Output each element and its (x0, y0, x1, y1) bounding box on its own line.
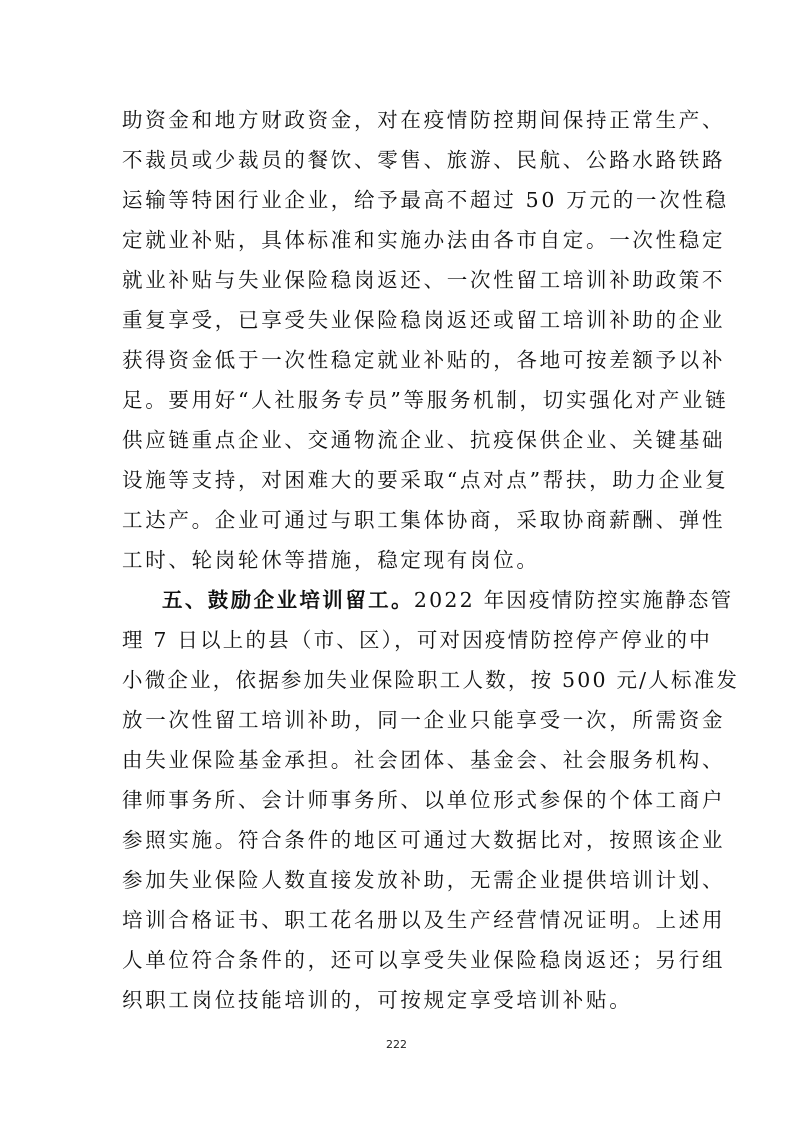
page-number: 222 (386, 1038, 407, 1051)
text-line: 放一次性留工培训补助，同一企业只能享受一次，所需资金 (122, 708, 726, 732)
section-heading: 五、鼓励企业培训留工。 (162, 588, 414, 612)
text-line: 培训合格证书、职工花名册以及生产经营情况证明。上述用 (122, 908, 726, 932)
text-line: 获得资金低于一次性稳定就业补贴的，各地可按差额予以补 (122, 348, 726, 372)
text-line: 供应链重点企业、交通物流企业、抗疫保供企业、关键基础 (122, 428, 726, 452)
text-line: 小微企业，依据参加失业保险职工人数，按 500 元/人标准发 (122, 668, 740, 692)
text-line: 运输等特困行业企业，给予最高不超过 50 万元的一次性稳 (122, 188, 729, 212)
text-line: 由失业保险基金承担。社会团体、基金会、社会服务机构、 (122, 748, 726, 772)
heading-line (122, 580, 734, 620)
text-line: 就业补贴与失业保险稳岗返还、一次性留工培训补助政策不 (122, 268, 726, 292)
text-line: 工时、轮岗轮休等措施，稳定现有岗位。 (122, 548, 540, 572)
text-fragment: 2022 年因疫情防控实施静态管 (413, 588, 734, 612)
text-line: 定就业补贴，具体标准和实施办法由各市自定。一次性稳定 (122, 228, 726, 252)
text-line: 律师事务所、会计师事务所、以单位形式参保的个体工商户 (122, 788, 726, 812)
text-line: 足。要用好“人社服务专员”等服务机制，切实强化对产业链 (122, 388, 729, 412)
text-line: 重复享受，已享受失业保险稳岗返还或留工培训补助的企业 (122, 308, 726, 332)
text-line: 人单位符合条件的，还可以享受失业保险稳岗返还；另行组 (122, 948, 726, 972)
text-line: 参加失业保险人数直接发放补助，无需企业提供培训计划、 (122, 868, 726, 892)
text-line: 设施等支持，对困难大的要采取“点对点”帮扶，助力企业复 (122, 468, 729, 492)
text-line: 织职工岗位技能培训的，可按规定享受培训补贴。 (122, 988, 633, 1012)
text-line: 理 7 日以上的县（市、区），可对因疫情防控停产停业的中 (122, 628, 712, 652)
paragraph (122, 100, 729, 580)
text-line: 不裁员或少裁员的餐饮、零售、旅游、民航、公路水路铁路 (122, 148, 726, 172)
paragraph (122, 580, 740, 1020)
text-line: 工达产。企业可通过与职工集体协商，采取协商薪酬、弹性 (122, 508, 726, 532)
document-body (122, 100, 740, 1020)
text-line: 助资金和地方财政资金，对在疫情防控期间保持正常生产、 (122, 108, 726, 132)
text-line: 参照实施。符合条件的地区可通过大数据比对，按照该企业 (122, 828, 726, 852)
